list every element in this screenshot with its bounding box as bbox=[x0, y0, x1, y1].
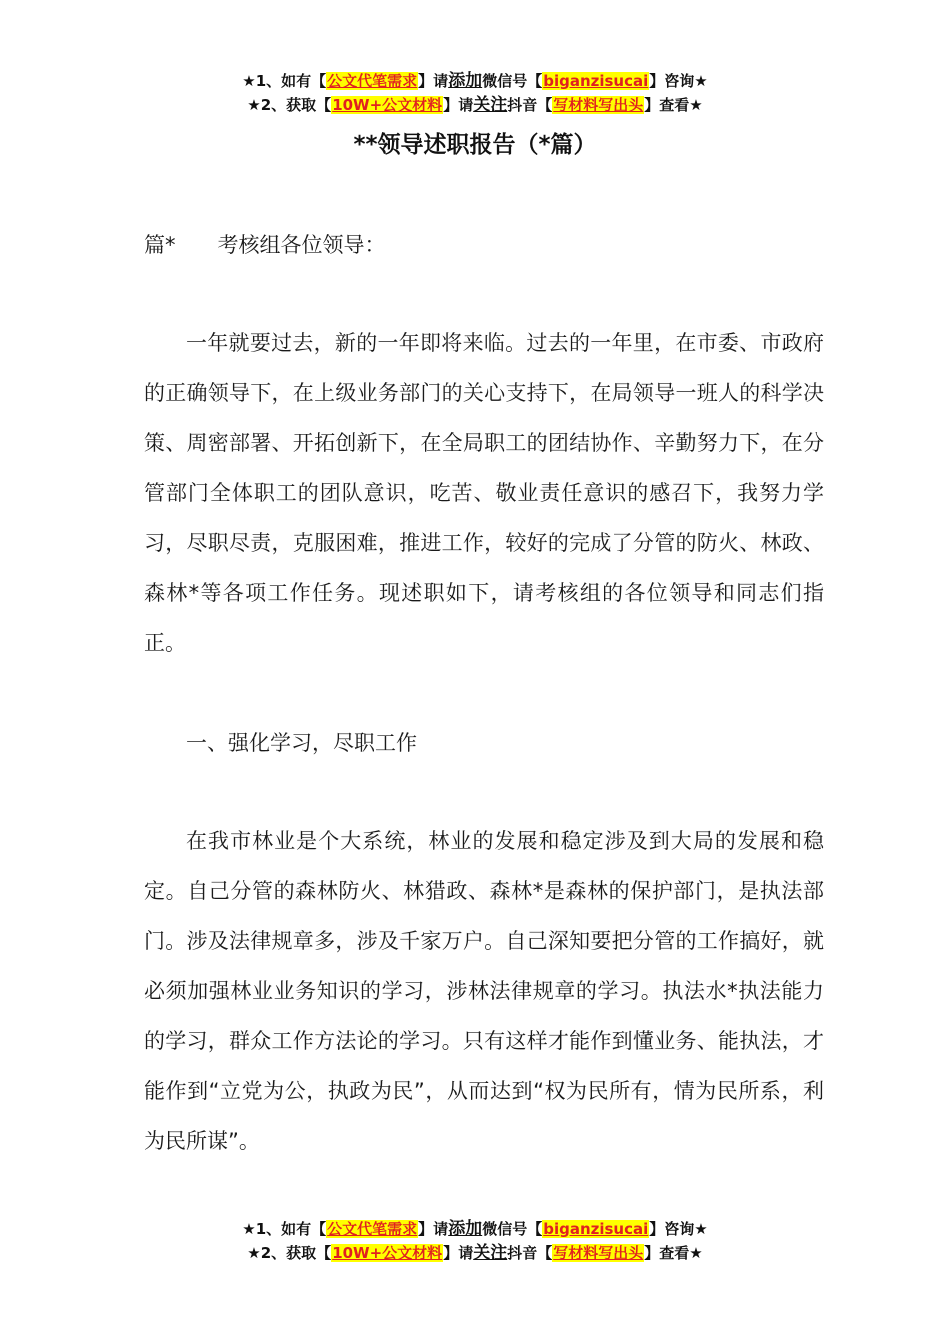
document-title: **领导述职报告（*篇） bbox=[353, 132, 597, 158]
promo-line-1: ★1、如有【公文代笔需求】请添加微信号【biganzisucai】咨询★ bbox=[242, 1219, 708, 1239]
promo-highlight-service: 公文代笔需求 bbox=[327, 72, 418, 90]
promo-line-2: ★2、获取【10W+公文材料】请关注抖音【写材料写出头】查看★ bbox=[247, 95, 703, 115]
promo-highlight-materials: 10W+公文材料 bbox=[332, 96, 443, 114]
promo-line-1: ★1、如有【公文代笔需求】请添加微信号【biganzisucai】咨询★ bbox=[242, 71, 708, 91]
salutation-text: 考核组各位领导： bbox=[217, 233, 386, 257]
promo-line-2: ★2、获取【10W+公文材料】请关注抖音【写材料写出头】查看★ bbox=[247, 1243, 703, 1263]
promo-footer bbox=[0, 1217, 950, 1265]
promo-header bbox=[0, 69, 950, 117]
promo-highlight-douyin-id: 写材料写出头 bbox=[553, 1244, 644, 1262]
salutation-prefix: 篇* bbox=[144, 233, 176, 257]
promo-highlight-service: 公文代笔需求 bbox=[327, 1220, 418, 1238]
promo-highlight-douyin-id: 写材料写出头 bbox=[553, 96, 644, 114]
paragraph-section-1: 在我市林业是个大系统，林业的发展和稳定涉及到大局的发展和稳定。自己分管的森林防火、林猎政、森林*是森林的保护部门，是执法部门。涉及法律规章多，涉及千家万户。自己深知要把分管的工作搞好，就必须加强林业业务知识的学习，涉林法律规章的学习。执法水*执法能力的学习，群众工作方法论的学习。只有这样才能作到懂业务、能执法，才能作到“立党为公，执政为民”，从而达到“权为民所有，情为民所系，利为民所谋”。 bbox=[144, 829, 824, 1153]
promo-highlight-materials: 10W+公文材料 bbox=[332, 1244, 443, 1262]
paragraph-intro: 一年就要过去，新的一年即将来临。过去的一年里，在市委、市政府的正确领导下，在上级业务部门的关心支持下，在局领导一班人的科学决策、周密部署、开拓创新下，在全局职工的团结协作、辛勤努力下，在分管部门全体职工的团队意识，吃苦、敬业责任意识的感召下，我努力学习，尽职尽责，克服困难，推进工作，较好的完成了分管的防火、林政、森林*等各项工作任务。现述职如下，请考核组的各位领导和同志们指正。 bbox=[144, 331, 824, 655]
promo-highlight-wechat-id: biganzisucai bbox=[543, 1220, 649, 1238]
section-heading-1: 一、强化学习，尽职工作 bbox=[186, 731, 417, 755]
salutation bbox=[144, 220, 824, 270]
promo-highlight-wechat-id: biganzisucai bbox=[543, 72, 649, 90]
